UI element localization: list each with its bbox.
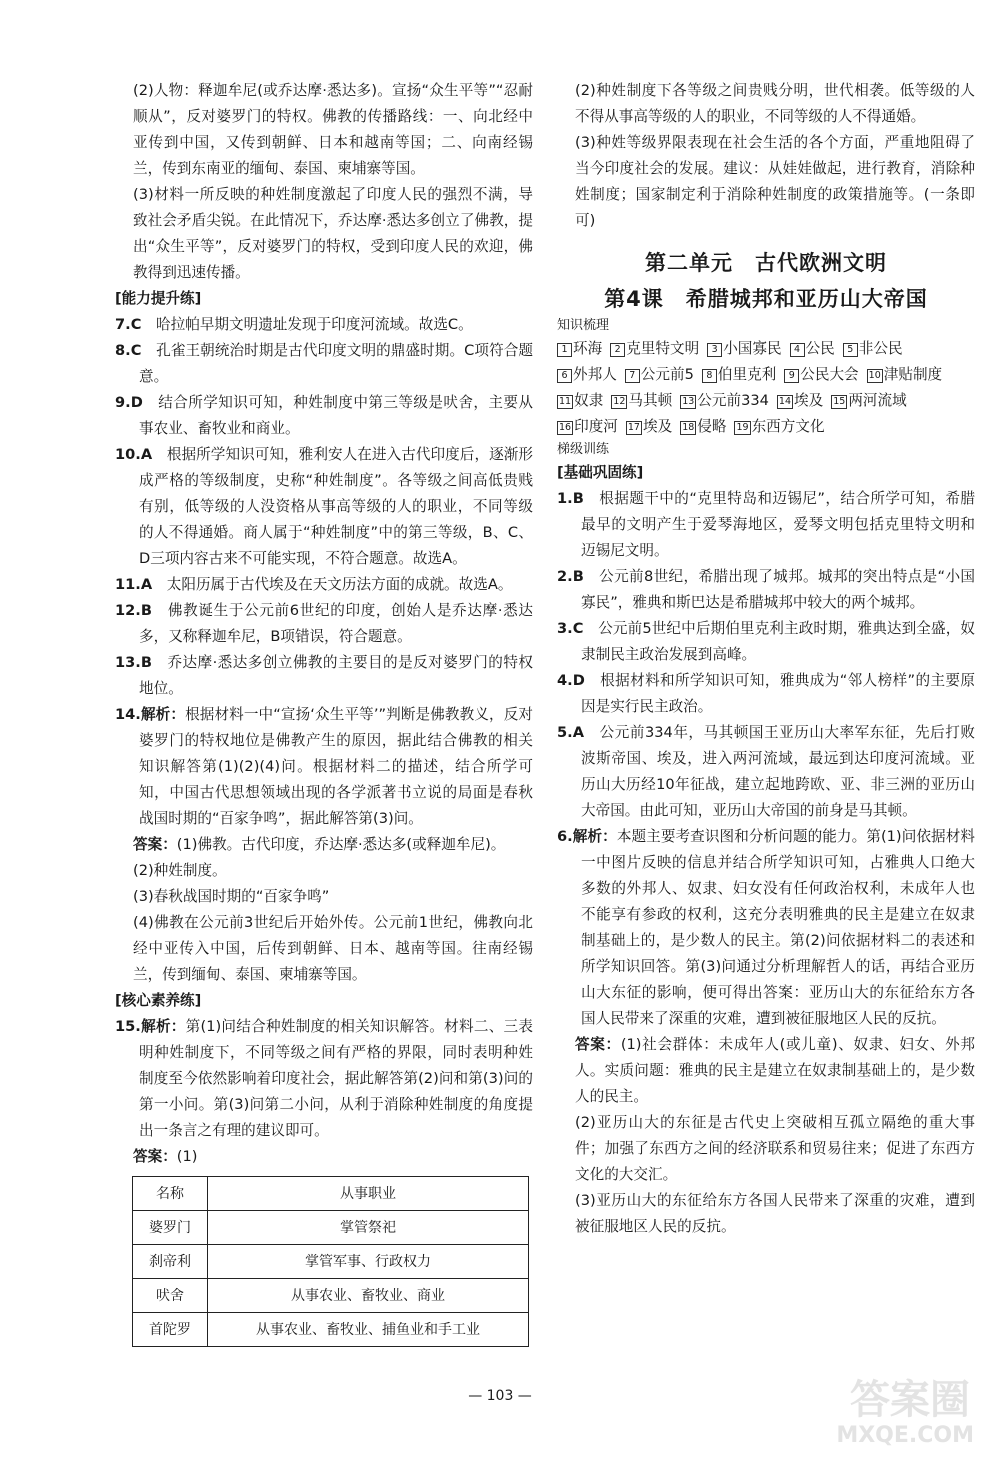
table-cell: 吠舍 <box>133 1279 208 1313</box>
left-column <box>115 78 533 1347</box>
answer-item: 12.B 佛教诞生于公元前6世纪的印度，创始人是乔达摩·悉达多，又称释迦牟尼，B项错误，符合题意。 <box>115 602 533 645</box>
watermark <box>818 1368 978 1448</box>
term-item: 13 公元前334 <box>682 392 769 409</box>
table-row <box>133 1177 529 1211</box>
right-column <box>557 78 975 1240</box>
watermark-url: MXQE.COM <box>836 1423 974 1448</box>
term-item: 2 克里特文明 <box>610 336 699 362</box>
term-item: 14 埃及 <box>778 392 824 409</box>
table-row <box>133 1279 529 1313</box>
q14-analysis: 14.解析：根据材料一中“宣扬‘众生平等’”判断是佛教教义，反对婆罗门的特权地位是佛教产生的原因，据此结合佛教的相关知识解答第(1)(2)(4)问。根据材料二的描述，结合所学可知，中国古代思想领域出现的各学派著书立说的局面是春秋战国时期的“百家争鸣”，据此解答第(3)问。 <box>115 706 534 827</box>
left-para-2: (3)材料一所反映的种姓制度激起了印度人民的强烈不满，导致社会矛盾尖锐。在此情况下，乔达摩·悉达多创立了佛教，提出“众生平等”，反对婆罗门的特权，受到印度人民的欢迎，佛教得到迅速传播。 <box>133 186 533 281</box>
section-core: [核心素养练] <box>115 992 202 1009</box>
term-item: 7 公元前5 <box>625 362 694 388</box>
answer-item: 4.D 根据材料和所学知识可知，雅典成为“邻人榜样”的主要原因是实行民主政治。 <box>557 672 975 715</box>
q6-answer-3: (3)亚历山大的东征给东方各国人民带来了深重的灾难，遭到被征服地区人民的反抗。 <box>575 1192 975 1235</box>
answer-item: 2.B 公元前8世纪，希腊出现了城邦。城邦的突出特点是“小国寡民”，雅典和斯巴达是希腊城邦中较大的两个城邦。 <box>557 568 975 611</box>
q6-answer-2: (2)亚历山大的东征是古代史上突破相互孤立隔绝的重大事件；加强了东西方之间的经济联系和贸易往来；促进了东西方文化的大交汇。 <box>575 1114 975 1183</box>
lesson-title: 第4课 希腊城邦和亚历山大帝国 <box>604 287 928 311</box>
answer-item: 7.C 哈拉帕早期文明遗址发现于印度河流域。故选C。 <box>115 316 473 333</box>
term-item: 15 两河流域 <box>833 392 907 409</box>
page-number: — 103 — <box>468 1388 532 1404</box>
right-para-1: (2)种姓制度下各等级之间贵贱分明，世代相袭。低等级的人不得从事高等级的人的职业，不同等级的人不得通婚。 <box>575 82 975 125</box>
term-item: 9 公民大会 <box>784 362 858 388</box>
q14-answer-4: (4)佛教在公元前3世纪后开始外传。公元前1世纪，佛教向北经中亚传入中国，后传到朝鲜、日本、越南等国。往南经锡兰，传到缅甸、泰国、柬埔寨等国。 <box>133 914 533 983</box>
answer-item: 1.B 根据题干中的“克里特岛和迈锡尼”，结合所学可知，希腊最早的文明产生于爱琴海地区，爱琴文明包括克里特文明和迈锡尼文明。 <box>557 490 975 559</box>
left-para-1: (2)人物：释迦牟尼(或乔达摩·悉达多)。宣扬“众生平等”“忍耐顺从”，反对婆罗门的特权。佛教的传播路线：一、向北经中亚传到中国，又传到朝鲜、日本和越南等国；二、向南经锡兰，传到东南亚的缅甸、泰国、柬埔寨等国。 <box>133 82 533 177</box>
answer-item: 5.A 公元前334年，马其顿国王亚历山大率军东征，先后打败波斯帝国、埃及，进入两河流域，最远到达印度河流域。亚历山大历经10年征战，建立起地跨欧、亚、非三洲的亚历山大帝国。由此可知，亚历山大帝国的前身是马其顿。 <box>557 724 975 819</box>
answer-item: 9.D 结合所学知识可知，种姓制度中第三等级是吠舍，主要从事农业、畜牧业和商业。 <box>115 394 533 437</box>
q15-answer: 答案：(1) <box>133 1148 198 1165</box>
q14-answer-1: 答案：(1)佛教。古代印度，乔达摩·悉达多(或释迦牟尼)。 <box>133 836 506 853</box>
term-item: 19 东西方文化 <box>736 418 825 435</box>
watermark-logo: 答案圈 <box>850 1377 970 1423</box>
term-item: 17 埃及 <box>627 418 673 435</box>
term-item: 10 津贴制度 <box>868 366 943 383</box>
table-cell: 从事农业、畜牧业、捕鱼业和手工业 <box>208 1313 529 1347</box>
answer-item: 11.A 太阳历属于古代埃及在天文历法方面的成就。故选A。 <box>115 576 513 593</box>
table-row <box>133 1211 529 1245</box>
table-row <box>133 1245 529 1279</box>
answer-item: 13.B 乔达摩·悉达多创立佛教的主要目的是反对婆罗门的特权地位。 <box>115 654 533 697</box>
answer-item: 10.A 根据所学知识可知，雅利安人在进入古代印度后，逐渐形成严格的等级制度，史称“种姓制度”。各等级之间高低贵贱有别，低等级的人没资格从事高等级的人的职业，不同等级的人不得通婚。商人属于“种姓制度”中的第三等级，B、C、D三项内容古来不可能实现，不符合题意。故选A。 <box>115 446 533 567</box>
section-basic: [基础巩固练] <box>557 464 644 481</box>
table-cell: 从事农业、畜牧业、商业 <box>208 1279 529 1313</box>
term-item: 3 小国寡民 <box>707 336 781 362</box>
unit-title: 第二单元 古代欧洲文明 <box>645 251 887 275</box>
knowledge-terms <box>557 336 975 440</box>
term-item: 18 侵略 <box>682 418 727 435</box>
term-item: 8 伯里克利 <box>702 362 776 388</box>
knowledge-label: 知识梳理 <box>557 318 610 333</box>
right-para-2: (3)种姓等级界限表现在社会生活的各个方面，严重地阻碍了当今印度社会的发展。建议：从娃娃做起，进行教育，消除种姓制度；国家制定利于消除种姓制度的政策措施等。(一条即可) <box>575 134 975 229</box>
term-item: 11 奴隶 <box>559 392 604 409</box>
caste-table <box>132 1176 529 1347</box>
table-cell: 婆罗门 <box>133 1211 208 1245</box>
q15-analysis: 15.解析：第(1)问结合种姓制度的相关知识解答。材料二、三表明种姓制度下，不同等级之间有严格的界限，同时表明种姓制度至今依然影响着印度社会，据此解答第(2)问和第(3)问的第一小问。第(3)问第二小问，从利于消除种姓制度的角度提出一条言之有理的建议即可。 <box>115 1018 533 1139</box>
table-cell: 从事职业 <box>208 1177 529 1211</box>
term-item: 4 公民 <box>790 336 835 362</box>
answer-item: 3.C 公元前5世纪中后期伯里克利主政时期，雅典达到全盛，奴隶制民主政治发展到高峰。 <box>557 620 975 663</box>
section-ability: [能力提升练] <box>115 290 202 307</box>
answer-item: 8.C 孔雀王朝统治时期是古代印度文明的鼎盛时期。C项符合题意。 <box>115 342 533 385</box>
table-cell: 名称 <box>133 1177 208 1211</box>
term-item: 16 印度河 <box>559 418 618 435</box>
training-label: 梯级训练 <box>557 442 610 457</box>
term-item: 1 环海 <box>557 336 602 362</box>
table-row <box>133 1313 529 1347</box>
q6-analysis: 6.解析：本题主要考查识图和分析问题的能力。第(1)问依据材料一中图片反映的信息并结合所学知识可知，占雅典人口绝大多数的外邦人、奴隶、妇女没有任何政治权利，未成年人也不能享有参政的权利，这充分表明雅典的民主是建立在奴隶制基础上的，是少数人的民主。第(2)问依据材料二的表述和所学知识回答。第(3)问通过分析理解哲人的话，再结合亚历山大东征的影响，便可得出答案：亚历山大的东征给东方各国人民带来了深重的灾难，遭到被征服地区人民的反抗。 <box>557 828 975 1027</box>
q14-answer-2: (2)种姓制度。 <box>133 862 227 879</box>
table-cell: 掌管祭祀 <box>208 1211 529 1245</box>
term-item: 6 外邦人 <box>557 362 617 388</box>
q6-answer-1: 答案：(1)社会群体：未成年人(或儿童)、奴隶、妇女、外邦人。实质问题：雅典的民主是建立在奴隶制基础上的，是少数人的民主。 <box>575 1036 975 1105</box>
table-cell: 首陀罗 <box>133 1313 208 1347</box>
table-cell: 掌管军事、行政权力 <box>208 1245 529 1279</box>
term-item: 5 非公民 <box>843 336 903 362</box>
table-cell: 刹帝利 <box>133 1245 208 1279</box>
q14-answer-3: (3)春秋战国时期的“百家争鸣” <box>133 888 330 905</box>
term-item: 12 马其顿 <box>613 392 673 409</box>
